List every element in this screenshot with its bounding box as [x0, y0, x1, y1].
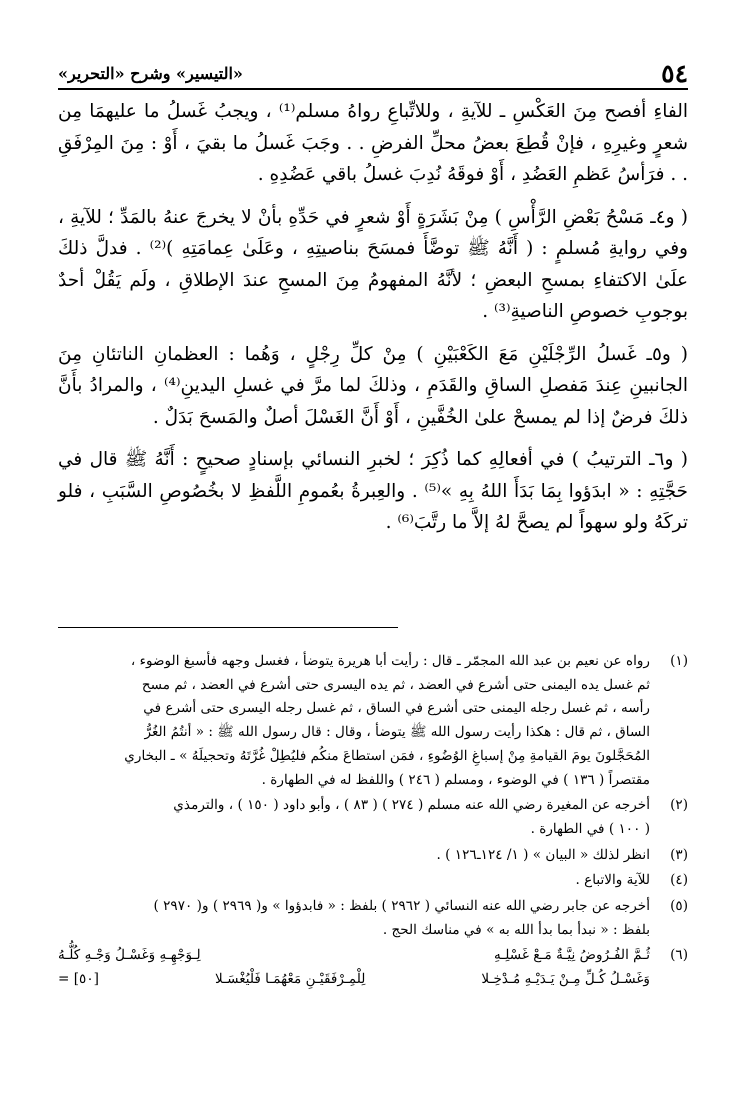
text-line: الجانبينِ عِندَ مَفصلِ الساقِ والقَدَمِ ، وذلكَ لما مرَّ في غسلِ اليدينِ⁽⁴⁾ ، والمرادُ بأَنَّ [58, 375, 688, 396]
footnote-line: بلفظ : « نبدأ بما بدأ الله به » في مناسك الحج . [382, 921, 650, 938]
text-line: ( و٦ـ الترتيبُ ) في أفعالِهِ كما ذُكِرَ ؛ لخبرِ النسائي بإسنادٍ صحيحٍ : أَنَّهُ ﷺ قال في [58, 449, 688, 470]
footnote-number: (٥) [670, 898, 688, 915]
footnote-line: ( ١٠٠ ) في الطهارة . [530, 820, 650, 837]
footnote-line: ثم غسل يده اليمنى حتى أشرع في العضد ، ثم يده اليسرى حتى أشرع في العضد ، ثم مسح [141, 676, 650, 693]
footnote-6-verse [58, 944, 688, 991]
footnote-line: رأسه ، ثم غسل رجله اليمنى حتى أشرع في الساق ، ثم غسل رجله اليسرى حتى أشرع في [143, 700, 650, 717]
verse-line [58, 968, 650, 992]
running-title: «التيسير» وشرح «التحرير» [58, 63, 243, 83]
footnote-number: (٣) [670, 846, 688, 863]
page-number: ٥٤ [661, 58, 688, 88]
verse-line [58, 944, 650, 968]
footnote-separator [58, 627, 398, 628]
text-line: فرَأسُ عَظمِ العَضُدِ ، أَوْ فوقَهُ نُدِبَ غسلُ باقي عَضُدِهِ . [257, 164, 665, 185]
footnote-number: (٦) [670, 947, 688, 964]
text-line: ( و٥ـ غَسلُ الرِّجْلَيْنِ مَعَ الكَعْبَيْنِ ) مِنْ كلِّ رِجْلٍ ، وَهُما : العظمانِ الناتئانِ مِنَ [58, 343, 688, 365]
text-line: حَجَّتِهِ : « ابدَؤوا بِمَا بَدَأَ اللهُ بِهِ »⁽⁵⁾ . والعِبرةُ بعُمومِ اللَّفظِ لا بخُصُوصِ السَّبَبِ ، فلو [58, 480, 688, 502]
verse-hemistich-first: ثُـمَّ الفُـرُوضُ نِيَّـةٌ مَـعْ غَسْلِـهِ [493, 947, 650, 964]
paragraph-arm-washing [58, 96, 688, 191]
paragraph-order [58, 444, 688, 539]
footnote-number: (٤) [670, 872, 688, 889]
footnote-text [58, 869, 650, 893]
footnote-text [58, 844, 650, 868]
footnote-number: (١) [670, 653, 688, 669]
footnote-line: مقتصراً ( ١٣٦ ) في الوضوء ، ومسلم ( ٢٤٦ ) واللفظ له في الطهارة . [261, 771, 650, 788]
text-line: أحدٌ بوجوبِ خصوصِ الناصيةِ⁽³⁾ . [58, 269, 688, 322]
footnote-1 [58, 650, 688, 792]
text-line: ذلكَ فرضٌ إذا لم يمسحْ علىٰ الخُفَّينِ ، أَوْ أَنَّ الغَسْلَ أصلٌ والمَسحَ بَدَلٌ . [152, 406, 688, 428]
footnote-number: (٢) [670, 797, 688, 814]
footnote-line: الساق ، ثم قال : هكذا رأيت رسول الله ﷺ يتوضأ ، وقال : قال رسول الله ﷺ : « أنتُمُ الغُرُّ [144, 724, 650, 741]
text-line: الفاءِ أفصح مِنَ العَكْسِ ـ للآيةِ ، وللاتِّباعِ رواهُ مسلم⁽¹⁾ ، ويجبُ غَسلُ ما عليهمَا مِن [58, 101, 689, 122]
footnote-5 [58, 895, 688, 942]
text-line: تركَهُ ولو سهواً لم يصحَّ لهُ إلاَّ ما رتَّبَ⁽⁶⁾ . [385, 512, 688, 533]
footnote-3 [58, 844, 688, 868]
paragraph-feet-washing [58, 339, 688, 434]
footnote-line: للآية والاتباع . [575, 872, 650, 889]
verse-hemistich-first: وَغَسْـلُ كُـلِّ مِـنْ يَـدَيْـهِ مُـدْخِـلا [481, 971, 650, 988]
footnote-text [58, 794, 650, 841]
text-line: ( و٤ـ مَسْحُ بَعْضِ الرَّأْسِ ) مِنْ بَشَرَةٍ أَوْ شعرٍ في حَدِّهِ بأنْ لا يخرجَ عنهُ بالمَدِّ ؛ [108, 206, 688, 228]
verse-hemistich-second: لِلْمِـرْفَقَيْـنِ مَعْهُمَـا فَلْيُغْسَـلا [214, 971, 366, 988]
text-line: ذلكَ علَىٰ الاكتفاءِ بمسحِ البعضِ ؛ لأنَّهُ المفهومُ مِنَ المسحِ عندَ الإطلاقِ ، ولَم يَقُلْ [58, 238, 688, 291]
paragraph-head-wiping [58, 202, 688, 328]
footnote-text [58, 650, 650, 792]
footnote-line: المُحَجَّلونَ يومَ القيامةِ مِنْ إسباغِ الوُضُوءِ ، فمَن استطاعَ منكُم فليُطِلْ غُرَّتَهُ وتحجيلَهُ » ـ البخاري [124, 747, 650, 764]
verse-text [58, 944, 650, 991]
header-rule [58, 88, 688, 90]
footnote-line: انظر لذلك « البيان » ( ١/ ١٢٤ـ١٢٦ ) . [436, 846, 650, 863]
footnote-line: أخرجه عن المغيرة رضي الله عنه مسلم ( ٢٧٤ ) ( ٨٣ ) ، وأبو داود ( ١٥٠ ) ، والترمذي [173, 797, 650, 814]
footnotes [58, 650, 688, 994]
footnote-line: أخرجه عن جابر رضي الله عنه النسائي ( ٢٩٦٢ ) بلفظ : « فابدؤوا » و( ٢٩٦٩ ) و( ٢٩٧٠ ) [153, 898, 650, 915]
text-line: للآيةِ ، وفي روايةِ مُسلمٍ : ( أَنَّهُ ﷺ توضَّأَ فمسَحَ بناصيتِهِ ، وعَلَىٰ عِمامَتِهِ )⁽²⁾ . فدلَّ [58, 206, 688, 259]
text-line: شعرٍ وغيرِهِ ، فإنْ قُطِعَ بعضُ محلِّ الفرضِ . . وجَبَ غَسلُ ما بقيَ ، أَوْ : مِنَ المِرْفَقِ . . [58, 132, 688, 185]
footnote-2 [58, 794, 688, 841]
footnote-4 [58, 869, 688, 893]
page-header [58, 58, 688, 88]
main-text [58, 96, 688, 550]
verse-hemistich-second: لِـوَجْهِـهِ وَغَسْـلُ وَجْـهِ كُلُّـهُ [58, 947, 201, 964]
footnote-text [58, 895, 650, 942]
verse-number: [٥٠] = [58, 971, 99, 988]
footnote-line: رواه عن نعيم بن عبد الله المجمّر ـ قال : رأيت أبا هريرة يتوضأ ، فغسل وجهه فأسبغ الوضوء ، [130, 653, 650, 669]
